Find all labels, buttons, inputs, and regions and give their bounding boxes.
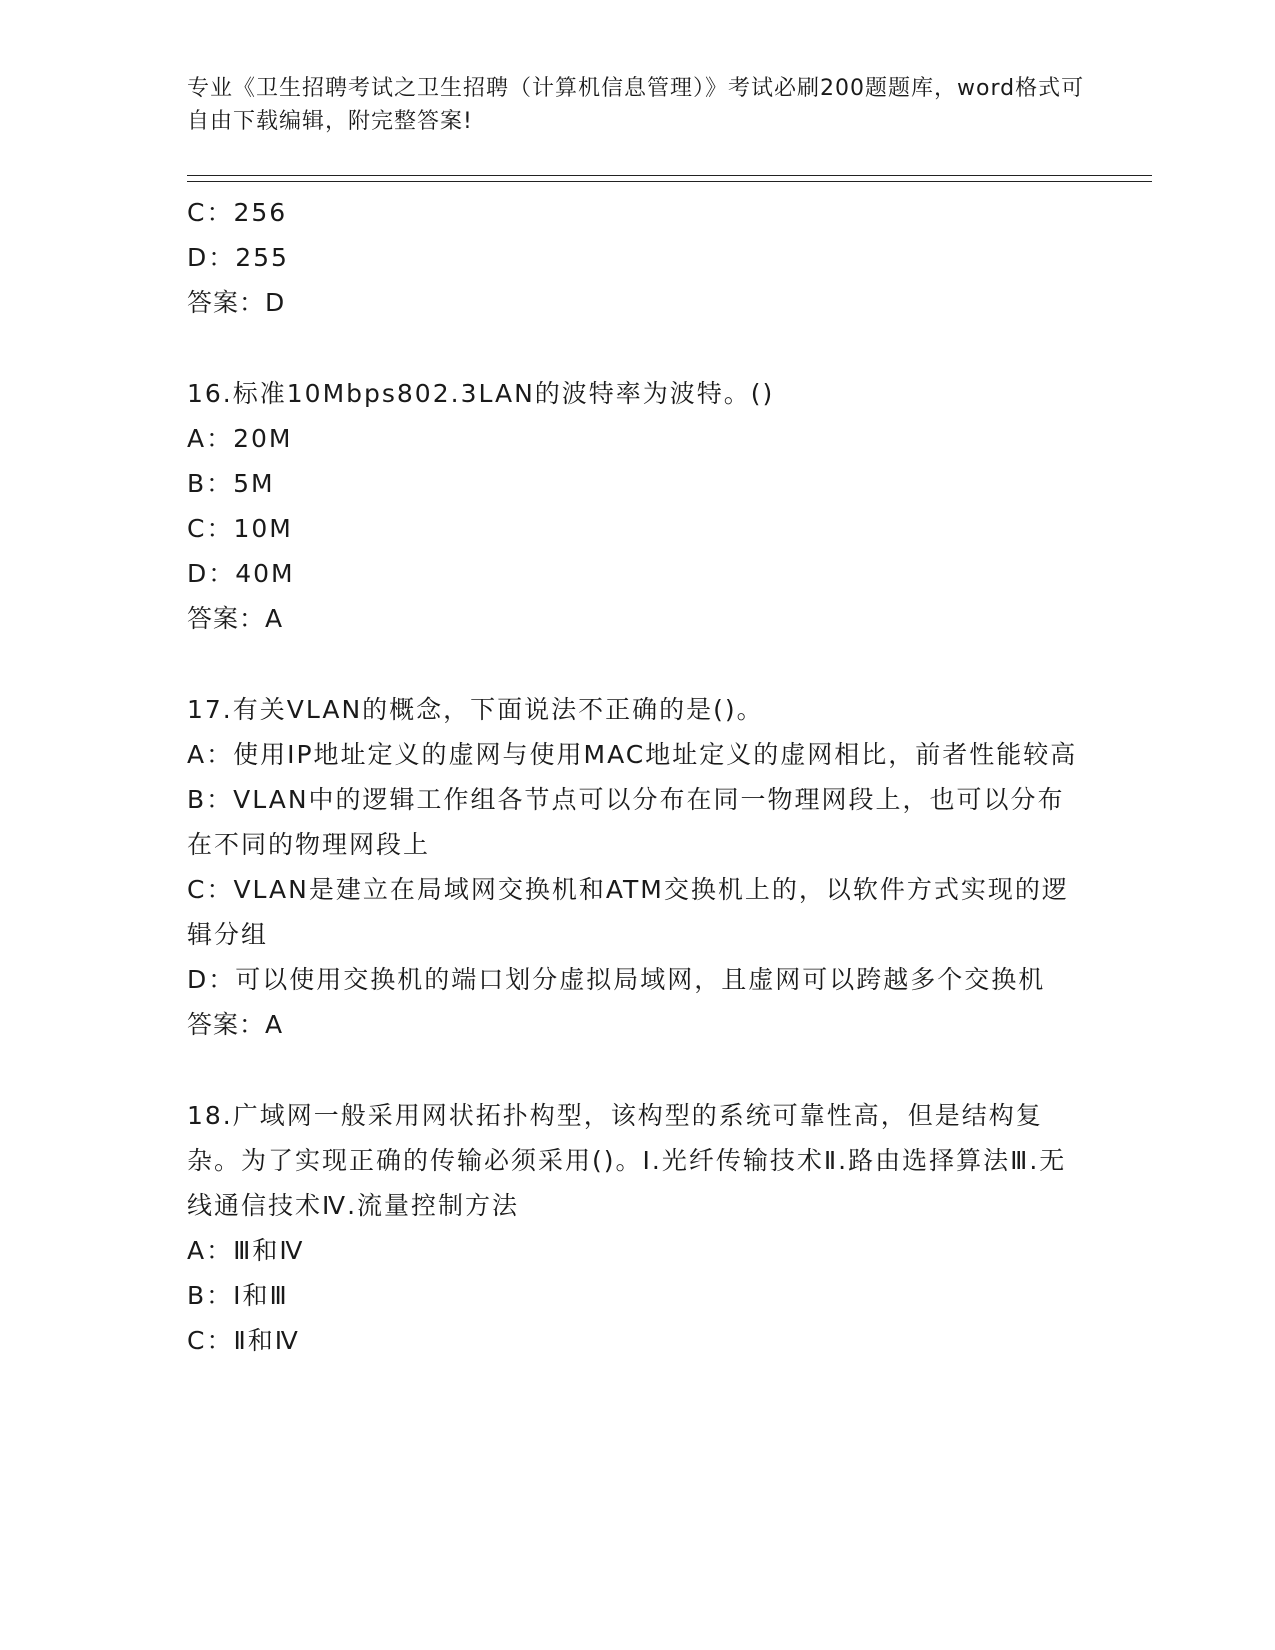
question-text: 16.标准10Mbps802.3LAN的波特率为波特。() <box>187 379 775 408</box>
option-c: C：256 <box>187 198 288 227</box>
question-18 <box>187 1093 1087 1363</box>
option-b: B：Ⅰ和Ⅲ <box>187 1281 289 1310</box>
answer: 答案：A <box>187 1010 284 1039</box>
document-header <box>187 72 1087 138</box>
question-text: 18.广域网一般采用网状拓扑构型，该构型的系统可靠性高，但是结构复杂。为了实现正确的传输必须采用()。Ⅰ.光纤传输技术Ⅱ.路由选择算法Ⅲ.无线通信技术Ⅳ.流量控制方法 <box>187 1101 1067 1220</box>
option-d: D：255 <box>187 243 289 272</box>
option-b: B：VLAN中的逻辑工作组各节点可以分布在同一物理网段上，也可以分布在不同的物理网段上 <box>187 785 1065 859</box>
option-a: A：使用IP地址定义的虚网与使用MAC地址定义的虚网相比，前者性能较高 <box>187 740 1078 769</box>
question-text: 17.有关VLAN的概念，下面说法不正确的是()。 <box>187 695 764 724</box>
header-title: 专业《卫生招聘考试之卫生招聘（计算机信息管理）》考试必刷200题题库，word格式可自由下载编辑，附完整答案! <box>187 76 1085 134</box>
document-body <box>187 190 1087 1363</box>
option-c: C：VLAN是建立在局域网交换机和ATM交换机上的，以软件方式实现的逻辑分组 <box>187 875 1069 949</box>
previous-question-tail <box>187 190 1087 325</box>
header-divider-top <box>187 175 1152 176</box>
option-d: D：可以使用交换机的端口划分虚拟局域网，且虚网可以跨越多个交换机 <box>187 965 1046 994</box>
answer: 答案：A <box>187 604 284 633</box>
header-divider-bottom <box>187 181 1152 182</box>
option-b: B：5M <box>187 469 275 498</box>
question-16 <box>187 371 1087 641</box>
option-c: C：Ⅱ和Ⅳ <box>187 1326 300 1355</box>
question-17 <box>187 687 1087 1047</box>
option-a: A：Ⅲ和Ⅳ <box>187 1236 305 1265</box>
option-c: C：10M <box>187 514 293 543</box>
answer: 答案：D <box>187 288 286 317</box>
option-a: A：20M <box>187 424 293 453</box>
option-d: D：40M <box>187 559 295 588</box>
